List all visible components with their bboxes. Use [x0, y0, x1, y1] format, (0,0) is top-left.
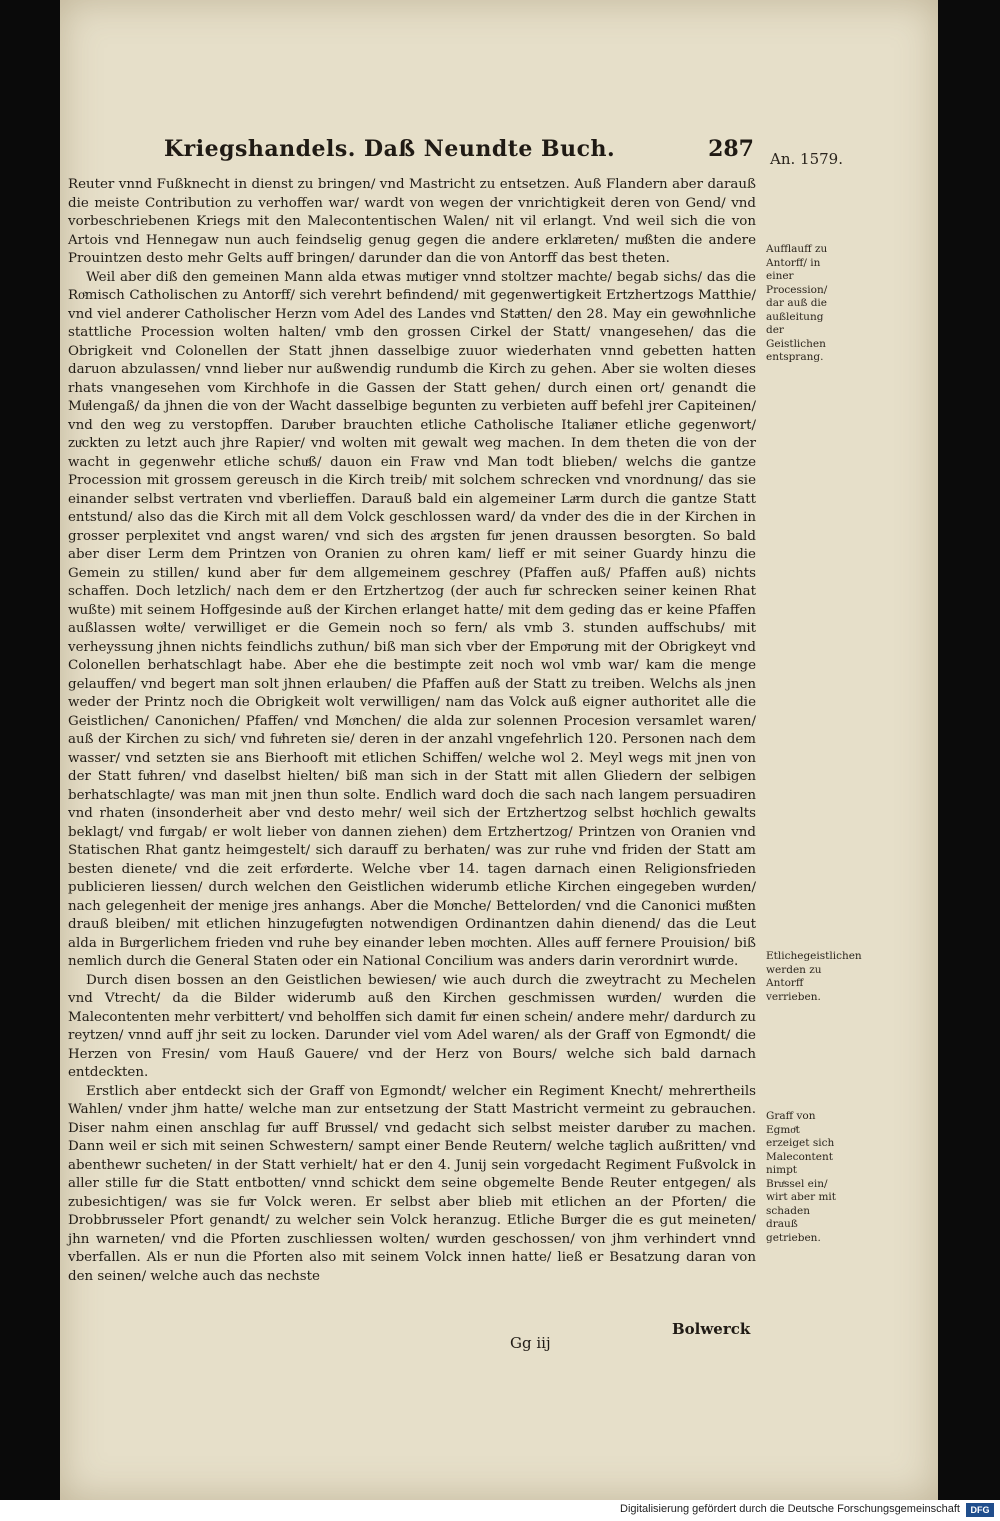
funding-credit: Digitalisierung gefördert durch die Deutsche Forschungsgemeinschaft	[620, 1503, 960, 1515]
footer-bar	[0, 1500, 1000, 1521]
viewer-left-margin	[0, 0, 60, 1500]
catchword: Bolwerck	[672, 1320, 751, 1338]
paragraph: Reuter vnnd Fußknecht in dienst zu bringen/ vnd Mastricht zu entsetzen. Auß Flandern aber darauß die meiste Contribution zu verhoffen war/ wardt von wegen der vnrichtigkeit deren von Gend/ vnd vorbeschriebenen Kriegs mit den Malecontentischen Walen/ nit vil erlangt. Vnd weil sich die von Artois vnd Hennegaw nun auch feindselig genug gegen die andere erklaͤreten/ muͤßten die andere Prouintzen desto mehr Gelts auff bringen/ darunder dan die von Antorff das best theten.	[68, 177, 756, 266]
margin-note-clergy: Etlichegeistlichen werden zu Antorff verrieben.	[766, 950, 862, 1003]
paragraph: Durch disen bossen an den Geistlichen bewiesen/ wie auch durch die zweytracht zu Mechelen vnd Vtrecht/ da die Bilder widerumb auß den Kirchen geschmissen wuͤrden/ wuͤrden die Malecontenten mehr verbittert/ vnd beholffen sich damit fuͤr einen schein/ andere mehr/ dardurch zu reytzen/ vnnd auff jhr seit zu locken. Darunder viel vom Adel waren/ als der Graff von Egmondt/ die Herzen von Fresin/ vom Hauß Gauere/ vnd der Herz von Bours/ welche sich bald darnach entdeckten.	[68, 972, 756, 1080]
body-text	[68, 176, 756, 1326]
margin-note-uproar: Aufflauff zu Antorff/ in einer Procession/ dar auß die außleitung der Geistlichen entsprang.	[766, 243, 828, 363]
page-number: 287	[708, 136, 754, 162]
running-header	[164, 136, 754, 170]
running-title: Kriegshandels. Daß Neundte Buch.	[164, 136, 616, 162]
margin-year: An. 1579.	[770, 150, 843, 168]
margin-note-egmont: Graff von Egmoͤt erzeiget sich Malecontent nimpt Bruͤssel ein/ wirt aber mit schaden drauß getrieben.	[766, 1110, 837, 1244]
page-edge	[938, 0, 1000, 1500]
paragraph: Erstlich aber entdeckt sich der Graff von Egmondt/ welcher ein Regiment Knecht/ mehrertheils Wahlen/ vnder jhm hatte/ welche man zur entsetzung der Statt Mastricht vermeint zu gebrauchen. Diser nahm einen anschlag fuͤr auff Bruͤssel/ vnd gedacht sich selbst meister daruͤber zu machen. Dann weil er sich mit seinen Schwestern/ sampt einer Bende Reutern/ welche taͤglich außritten/ vnd abenthewr sucheten/ in der Statt verhielt/ hat er den 4. Junij sein vorgedacht Regiment Fußvolck in aller stille fuͤr die Statt entbotten/ vnnd schickt dem seine obgemelte Bende Reuter entgegen/ als zubesichtigen/ was sie fuͤr Volck weren. Er selbst aber blieb mit etlichen an der Pforten/ die Drobbruͤsseler Pfort genandt/ zu welcher sein Volck heranzug. Etliche Buͤrger die es gut meineten/ jhn warneten/ vnd die Pforten zuschliessen wolten/ wuͤrden geschossen/ von jhm verhindert vnnd vberfallen. Als er nun die Pforten also mit seinem Volck innen hatte/ ließ er Besatzung daran von den seinen/ welche auch das nechste	[68, 1083, 756, 1284]
signature-mark: Gg iij	[510, 1334, 551, 1352]
dfg-logo[interactable]: DFG	[966, 1503, 994, 1517]
paragraph: Weil aber diß den gemeinen Mann alda etwas muͤtiger vnnd stoltzer machte/ begab sichs/ das die Roͤmisch Catholischen zu Antorff/ sich verehrt befindend/ mit gegenwertigkeit Ertzhertzogs Matthie/ vnd viel anderer Catholischer Herzn vom Adel des Landes vnd Staͤtten/ den 28. May ein gewoͤhnliche stattliche Procession wolten halten/ vmb den grossen Cirkel der Statt/ vnangesehen/ das die Obrigkeit vnd Colonellen der Statt jhnen dasselbige zuuor wiederhaten vnnd gebetten hatten daruon abzulassen/ vnnd lieber nur außwendig rundumb die Kirch zu gehen. Aber sie wolten dieses rhats vnangesehen vom Kirchhofe in die Gassen der Statt gehen/ durch einen ort/ genandt die Muͤlengaß/ da jhnen die von der Wacht dasselbige begunten zu verbieten auff befehl jrer Capiteinen/ vnd den weg zu verstopffen. Daruͤber brauchten etliche Catholische Italiaͤner etliche gegenwort/ zuͤckten zu letzt auch jhre Rapier/ vnd wolten mit gewalt weg machen. In dem theten die von der wacht in gegenwehr etliche schuͤß/ dauon ein Fraw vnd Man todt blieben/ welchs die gantze Procession mit grossem gereusch in die Kirch treib/ mit solchem schrecken vnd vnordnung/ das sie einander selbst vertraten vnd vberlieffen. Darauß bald ein algemeiner Laͤrm durch die gantze Statt entstund/ also das die Kirch mit all dem Volck geschlossen ward/ da vnder des die in der Kirchen in grosser perplexitet vnd angst waren/ vnd sich des aͤrgsten fuͤr jenen draussen besorgten. So bald aber diser Lerm dem Printzen von Oranien zu ohren kam/ lieff er mit seiner Guardy hinzu die Gemein zu stillen/ kund aber fuͤr dem allgemeinem geschrey (Pfaffen auß/ Pfaffen auß) nichts schaffen. Doch letzlich/ nach dem er den Ertzhertzog (der auch fuͤr schrecken seiner keinen Rhat wußte) mit seinem Hoffgesinde auß der Kirchen erlanget hatte/ mit dem geding das er keine Pfaffen außlassen woͤlte/ verwilliget er die Gemein noch so fern/ als vmb 3. stunden auffschubs/ mit verheyssung jhnen nichts feindlichs zuthun/ biß man sich vber der Empoͤrung mit der Obrigkeyt vnd Colonellen berhatschlagt habe. Aber ehe die bestimpte zeit noch wol vmb war/ kam die menge gelauffen/ vnd begert man solt jhnen erlauben/ die Pfaffen auß der Statt zu treiben. Welchs als jnen weder der Printz noch die Obrigkeit wolt verwilligen/ nam das Volck auß eigner authoritet alle die Geistlichen/ Canonichen/ Pfaffen/ vnd Moͤnchen/ die alda zur solennen Procesion versamlet waren/ auß der Kirchen zu sich/ vnd fuͤhreten sie/ deren in der anzahl vngefehrlich 120. Personen nach dem wasser/ vnd setzten sie ans Bierhooft mit etlichen Schiffen/ welche wol 2. Meyl wegs mit jnen von der Statt fuͤhren/ vnd daselbst hielten/ biß man sich in der Statt mit allen Gliedern der selbigen berhatschlagte/ was man mit jnen thun solte. Endlich ward doch die sach nach langem persuadiren vnd rhaten (insonderheit aber vnd desto mehr/ weil sich der Ertzhertzog selbst hoͤchlich gewalts beklagt/ vnd fuͤrgab/ er wolt lieber von dannen ziehen) dem Ertzhertzog/ Printzen von Oranien vnd Statischen Rhat gantz heimgestelt/ sich darauff zu berhaten/ was zur ruhe vnd friden der Statt am besten dienete/ vnd die zeit erfoͤrderte. Welche vber 14. tagen darnach einen Religionsfrieden publicieren liessen/ durch welchen den Geistlichen widerumb etliche Kirchen eingegeben wuͤrden/ nach gelegenheit der menige jres anhangs. Aber die Moͤnche/ Bettelorden/ vnd die Canonici muͤßten drauß bleiben/ mit etlichen hinzugefuͤgten notwendigen Ordinantzen dahin dienend/ das die Leut alda in Buͤrgerlichem frieden vnd ruhe bey einander leben moͤchten. Alles auff fernere Prouision/ biß nemlich durch die General Staten oder ein National Concilium was anders darin verordnirt wuͤrde.	[68, 269, 756, 969]
